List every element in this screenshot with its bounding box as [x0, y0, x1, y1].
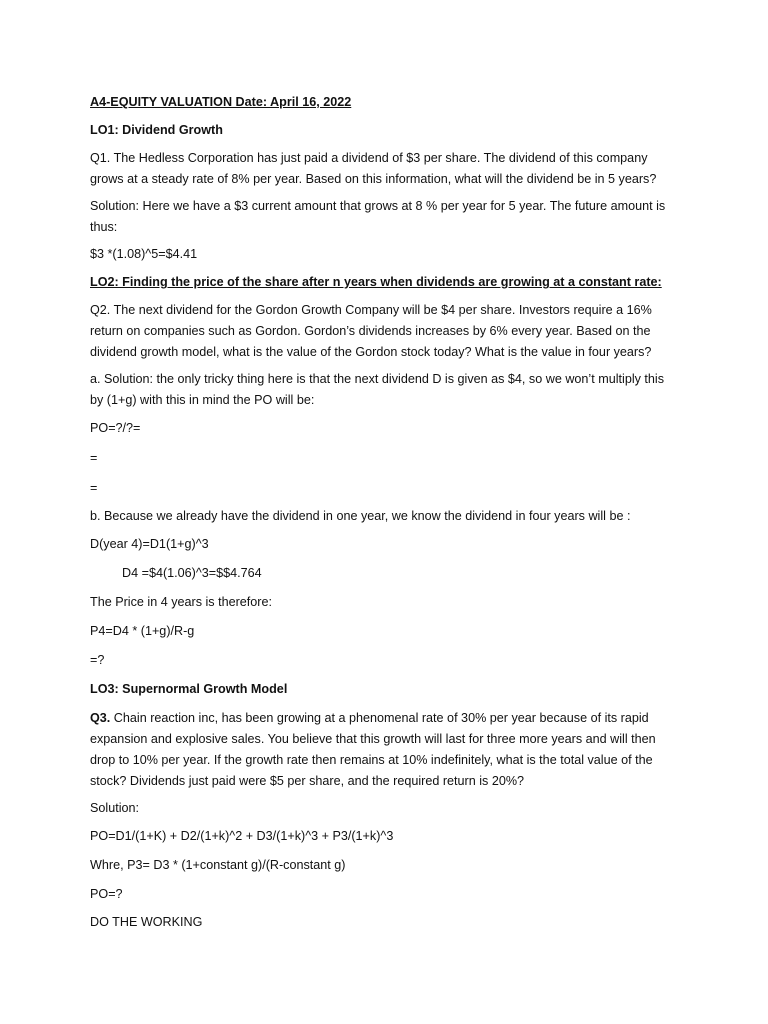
d4-formula: D(year 4)=D1(1+g)^3 [90, 537, 209, 551]
q2-line: return on companies such as Gordon. Gordon’s dividends increases by 6% every year. Based on the [90, 324, 651, 338]
p4-result: =? [90, 653, 105, 667]
solution1-line: thus: [90, 220, 118, 234]
lo2-heading: LO2: Finding the price of the share after n years when dividends are growing at a constant rate: [90, 275, 662, 289]
solution3-label: Solution: [90, 801, 140, 815]
q1-line: grows at a steady rate of 8% per year. Based on this information, what will the dividend be in 5 years? [90, 172, 657, 186]
q2-line: Q2. The next dividend for the Gordon Growth Company will be $4 per share. Investors require a 16% [90, 303, 652, 317]
q3-line: expansion and explosive sales. You believe that this growth will last for three more years and will then [90, 732, 656, 746]
lo3-heading: LO3: Supernormal Growth Model [90, 682, 288, 696]
q2-line: dividend growth model, what is the value of the Gordon stock today? What is the value in four years? [90, 345, 652, 359]
q3-line: drop to 10% per year. If the growth rate then remains at 10% indefinitely, what is the total value of the [90, 753, 653, 767]
p0-formula: PO=?/?= [90, 421, 141, 435]
p3-formula: Whre, P3= D3 * (1+constant g)/(R-constant g) [90, 858, 346, 872]
closing-instruction: DO THE WORKING [90, 915, 203, 929]
q3-label: Q3. [90, 711, 111, 725]
q1-line: Q1. The Hedless Corporation has just paid a dividend of $3 per share. The dividend of this company [90, 151, 648, 165]
solution1-line: Solution: Here we have a $3 current amount that grows at 8 % per year for 5 year. The future amount is [90, 199, 666, 213]
p0-result: PO=? [90, 887, 123, 901]
price-intro: The Price in 4 years is therefore: [90, 595, 272, 609]
q3-text: Chain reaction inc, has been growing at a phenomenal rate of 30% per year because of its rapid [110, 711, 649, 725]
equals-line: = [90, 451, 98, 465]
d4-value: D4 =$4(1.06)^3=$$4.764 [122, 566, 262, 580]
equals-line: = [90, 481, 98, 495]
solution1-formula: $3 *(1.08)^5=$4.41 [90, 247, 198, 261]
solution2a-line: by (1+g) with this in mind the PO will be: [90, 393, 315, 407]
solution2a-line: a. Solution: the only tricky thing here is that the next dividend D is given as $4, so we won’t multiply this [90, 372, 665, 386]
p4-formula: P4=D4 * (1+g)/R-g [90, 624, 195, 638]
q3-line [90, 708, 649, 730]
q3-line: stock? Dividends just paid were $5 per share, and the required return is 20%? [90, 774, 525, 788]
document-title: A4-EQUITY VALUATION Date: April 16, 2022 [90, 95, 352, 109]
solution2b-line: b. Because we already have the dividend in one year, we know the dividend in four years will be : [90, 509, 631, 523]
p0-supernormal-formula: PO=D1/(1+K) + D2/(1+k)^2 + D3/(1+k)^3 + P3/(1+k)^3 [90, 829, 394, 843]
lo1-heading: LO1: Dividend Growth [90, 123, 223, 137]
